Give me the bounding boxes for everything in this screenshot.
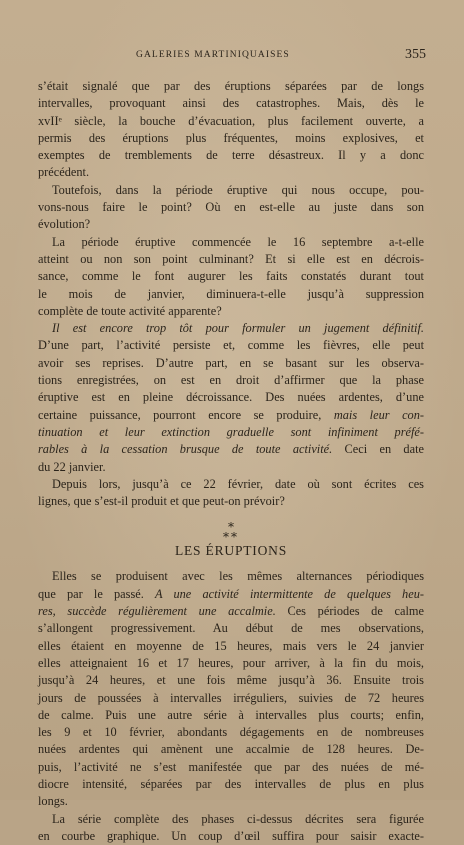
text-line: puis, l’activité ne s’est manifestée que par des nuées de mé- [38, 759, 424, 774]
text-segment: Ces périodes de calme [275, 604, 424, 619]
text-line: en courbe graphique. Un coup d’œil suffira pour saisir exacte- [38, 828, 424, 843]
text-segment: Ceci en date [332, 442, 424, 457]
paragraph [38, 476, 424, 511]
running-title: GALERIES MARTINIQUAISES [136, 50, 290, 60]
text-line: du 22 janvier. [38, 459, 106, 474]
text-line: diocre intensité, séparées par des intervalles de plus en plus [38, 776, 424, 791]
text-line: précédent. [38, 165, 90, 180]
page-number: 355 [405, 47, 426, 62]
paragraph [38, 320, 424, 476]
text-line: Toutefois, dans la période éruptive qui nous occupe, pou- [52, 182, 424, 197]
text-line: sance, comme le font augurer les faits constatés durant tout [38, 269, 424, 284]
paragraph [38, 182, 424, 234]
italic-text: A une activité intermittente de quelques heu- [154, 586, 424, 601]
text-line: La période éruptive commencée le 16 septembre a-t-elle [52, 234, 424, 249]
text-line [38, 407, 424, 424]
text-line: elles atteignaient 16 et 17 heures, pour arriver, à la fin du mois, [38, 655, 424, 670]
text-segment: certaine puissance, pourront encore se produire, [38, 407, 334, 422]
text-line: atteint ou non son point culminant? Et si elle est en décrois- [38, 251, 424, 266]
text-line: D’une part, l’activité persiste et, comme les fièvres, elle peut [38, 338, 424, 353]
text-segment: que par le passé. [38, 586, 155, 601]
text-line: s’allongent progressivement. Au début de mes observations, [38, 621, 424, 636]
text-line: Elles se produisent avec les mêmes alternances périodiques [52, 569, 424, 584]
section-heading: LES ÉRUPTIONS [174, 543, 288, 559]
text-line: jusqu’à 24 heures, et une fois même jusqu’à 36. Ensuite trois [38, 673, 424, 688]
text-line: complète de toute activité apparente? [38, 303, 222, 318]
text-line: xvIIᵉ siècle, la bouche d’évacuation, plus facilement ouverte, a [38, 113, 424, 128]
running-header [40, 47, 426, 66]
italic-text: Il est encore trop tôt pour formuler un jugement définitif. [52, 321, 424, 336]
text-line: vons-nous faire le point? Où en est-elle au juste dans son [38, 200, 424, 215]
text-line: permis des éruptions plus fréquentes, moins explosives, et [38, 130, 424, 145]
paragraph [38, 568, 424, 810]
page-body [38, 78, 424, 845]
italic-text: rables à la cessation brusque de toute activité. [38, 442, 333, 457]
text-line: La série complète des phases ci-dessus décrites sera figurée [52, 811, 424, 826]
asterism-separator [38, 510, 424, 545]
text-line: tions enregistrées, on est en droit d’affirmer que la phase [38, 373, 424, 388]
text-line [38, 424, 424, 441]
text-line: de calme. Puis une autre série à intervalles plus courts; enfin, [38, 707, 424, 722]
text-line: elles étaient en moyenne de 15 heures, mais vers le 24 janvier [38, 638, 424, 653]
text-line: le mois de janvier, diminuera-t-elle jusqu’à suppression [38, 286, 424, 301]
italic-text: res, succède régulièrement une accalmie. [38, 604, 276, 619]
text-line [38, 603, 424, 620]
text-line: Depuis lors, jusqu’à ce 22 février, date où sont écrites ces [52, 476, 424, 491]
text-line: avoir ses reprises. D’autre part, en se basant sur les observa- [38, 355, 424, 370]
text-line: exemptes de tremblements de terre désastreux. Il y a donc [38, 148, 424, 163]
text-line: lignes, que s’est-il produit et que peut-on prévoir? [38, 494, 285, 509]
text-line: les 9 et 10 février, abondants dégagements en de nombreuses [38, 725, 424, 740]
paragraph-continuation [38, 78, 424, 182]
text-line [38, 320, 424, 337]
text-line: évolution? [38, 217, 91, 232]
text-line [38, 586, 424, 603]
asterism-bottom: ** [223, 530, 239, 545]
text-line: nuées ardentes qui amènent une accalmie de 128 heures. De- [38, 742, 424, 757]
paragraph [38, 234, 424, 320]
text-line: jours de poussées à intervalles irréguliers, suivies de 72 heures [38, 690, 424, 705]
text-line: intervalles, provoquant ainsi des catastrophes. Mais, dès le [38, 96, 424, 111]
italic-text: tinuation et leur extinction graduelle sont infiniment préfé- [38, 424, 424, 439]
text-line: longs. [38, 794, 68, 809]
asterism-top: * [228, 520, 234, 535]
text-line: éruptive est en pleine décroissance. Des nuées ardentes, d’une [38, 390, 424, 405]
text-line [38, 441, 424, 458]
italic-text: mais leur con- [333, 407, 424, 422]
paragraph [38, 811, 424, 845]
text-line: s’était signalé que par des éruptions séparées par de longs [38, 79, 424, 93]
